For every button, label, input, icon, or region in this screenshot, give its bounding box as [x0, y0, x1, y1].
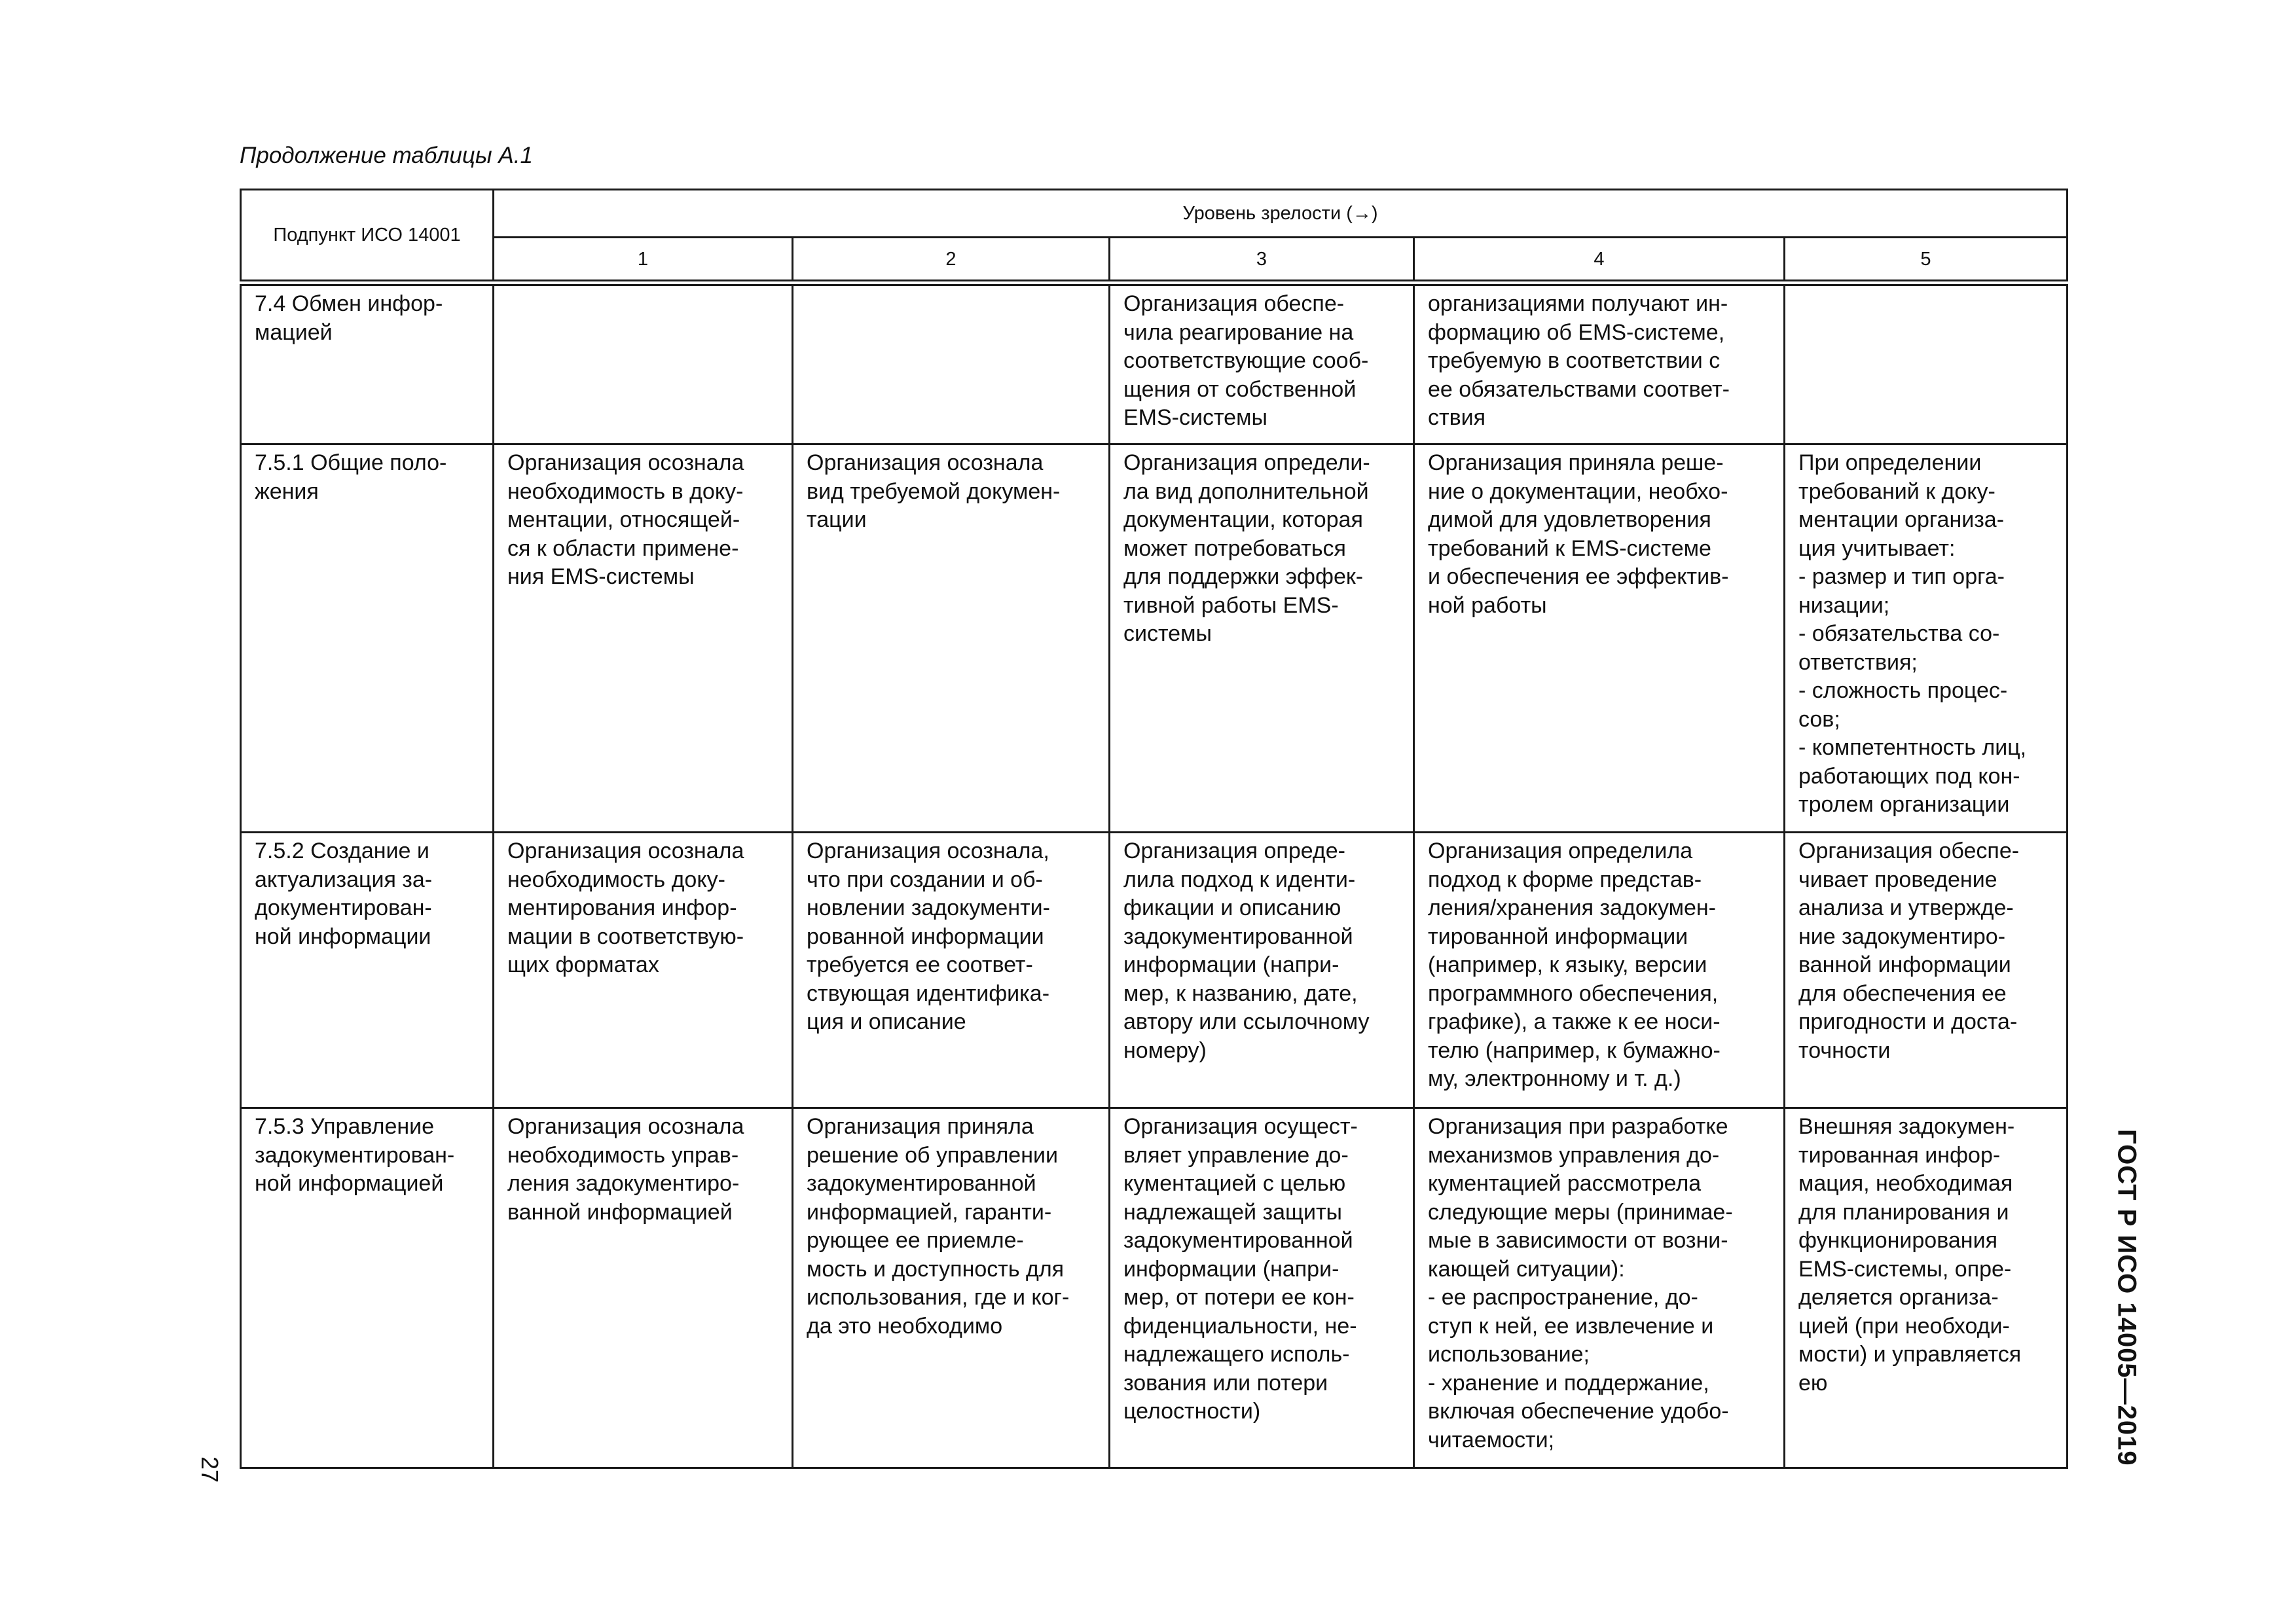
level-3-cell: Организация обеспе- чила реагирование на соответствующие сооб- щения от собственной EMS-системы	[1110, 283, 1414, 444]
level-2-cell: Организация осознала вид требуемой докумен- тации	[793, 444, 1110, 833]
table-caption: Продолжение таблицы А.1	[240, 143, 533, 168]
level-header-5: 5	[1785, 238, 2068, 283]
level-3-cell: Организация опреде- лила подход к иденти- фикации и описанию задокументированной информации (напри- мер, к названию, дате, автору или ссылочному номеру)	[1110, 833, 1414, 1108]
level-5-cell: Организация обеспе- чивает проведение анализа и утвержде- ние задокументиро- ванной информации для обеспечения ее пригодности и доста- точности	[1785, 833, 2068, 1108]
table-row	[241, 444, 2068, 833]
page-number: 27	[196, 1456, 223, 1483]
level-4-cell: Организация приняла реше- ние о документации, необхо- димой для удовлетворения требований к EMS-системе и обеспечения ее эффектив- ной работы	[1414, 444, 1785, 833]
level-1-cell: Организация осознала необходимость доку- ментирования инфор- мации в соответствую- щих форматах	[494, 833, 793, 1108]
level-5-cell	[1785, 283, 2068, 444]
level-2-cell: Организация осознала, что при создании и об- новлении задокументи- рованной информации требуется ее соответ- ствующая идентифика- ция и описание	[793, 833, 1110, 1108]
table-row	[241, 833, 2068, 1108]
table-row	[241, 1108, 2068, 1468]
maturity-level-header: Уровень зрелости (→)	[494, 190, 2068, 238]
level-3-cell: Организация осущест- вляет управление до- кументацией с целью надлежащей защиты задокументированной информации (напри- мер, от потери ее кон- фиденциальности, не- надлежащего исполь- зования или потери целостности)	[1110, 1108, 1414, 1468]
level-1-cell	[494, 283, 793, 444]
level-1-cell: Организация осознала необходимость в доку- ментации, относящей- ся к области примене- ния EMS-системы	[494, 444, 793, 833]
level-1-cell: Организация осознала необходимость управ- ления задокументиро- ванной информацией	[494, 1108, 793, 1468]
level-5-cell: При определении требований к доку- ментации организа- ция учитывает: - размер и тип орга- низации; - обязательства со- ответствия; - сложность процес- сов; - компетентность лиц, работающих под кон- тролем организации	[1785, 444, 2068, 833]
clause-cell: 7.5.3 Управление задокументирован- ной информацией	[241, 1108, 494, 1468]
clause-column-header: Подпункт ИСО 14001	[241, 190, 494, 283]
clause-cell: 7.5.2 Создание и актуализация за- документирован- ной информации	[241, 833, 494, 1108]
maturity-table	[240, 189, 2068, 1469]
level-4-cell: Организация при разработке механизмов управления до- кументацией рассмотрела следующие меры (принимае- мые в зависимости от возни- кающей ситуации): - ее распространение, до- ступ к ней, ее извлечение и использование; - хранение и поддержание, включая обеспечение удобо- читаемости;	[1414, 1108, 1785, 1468]
level-2-cell: Организация приняла решение об управлении задокументированной информацией, гаранти- рующее ее приемле- мость и доступность для использования, где и ког- да это необходимо	[793, 1108, 1110, 1468]
level-header-4: 4	[1414, 238, 1785, 283]
table-row	[241, 283, 2068, 444]
level-4-cell: Организация определила подход к форме представ- ления/хранения задокумен- тированной информации (например, к языку, версии программного обеспечения, графике), а также к ее носи- телю (например, к бумажно- му, электронному и т. д.)	[1414, 833, 1785, 1108]
level-2-cell	[793, 283, 1110, 444]
level-header-3: 3	[1110, 238, 1414, 283]
level-header-2: 2	[793, 238, 1110, 283]
clause-cell: 7.4 Обмен инфор- мацией	[241, 283, 494, 444]
standard-title: ГОСТ Р ИСО 14005—2019	[2112, 1129, 2141, 1466]
level-5-cell: Внешняя задокумен- тированная инфор- мация, необходимая для планирования и функционирования EMS-системы, опре- деляется организа- цией (при необходи- мости) и управляется ею	[1785, 1108, 2068, 1468]
level-header-1: 1	[494, 238, 793, 283]
level-4-cell: организациями получают ин- формацию об EMS-системе, требуемую в соответствии с ее обязательствами соответ- ствия	[1414, 283, 1785, 444]
clause-cell: 7.5.1 Общие поло- жения	[241, 444, 494, 833]
level-3-cell: Организация определи- ла вид дополнительной документации, которая может потребоваться для поддержки эффек- тивной работы EMS- системы	[1110, 444, 1414, 833]
